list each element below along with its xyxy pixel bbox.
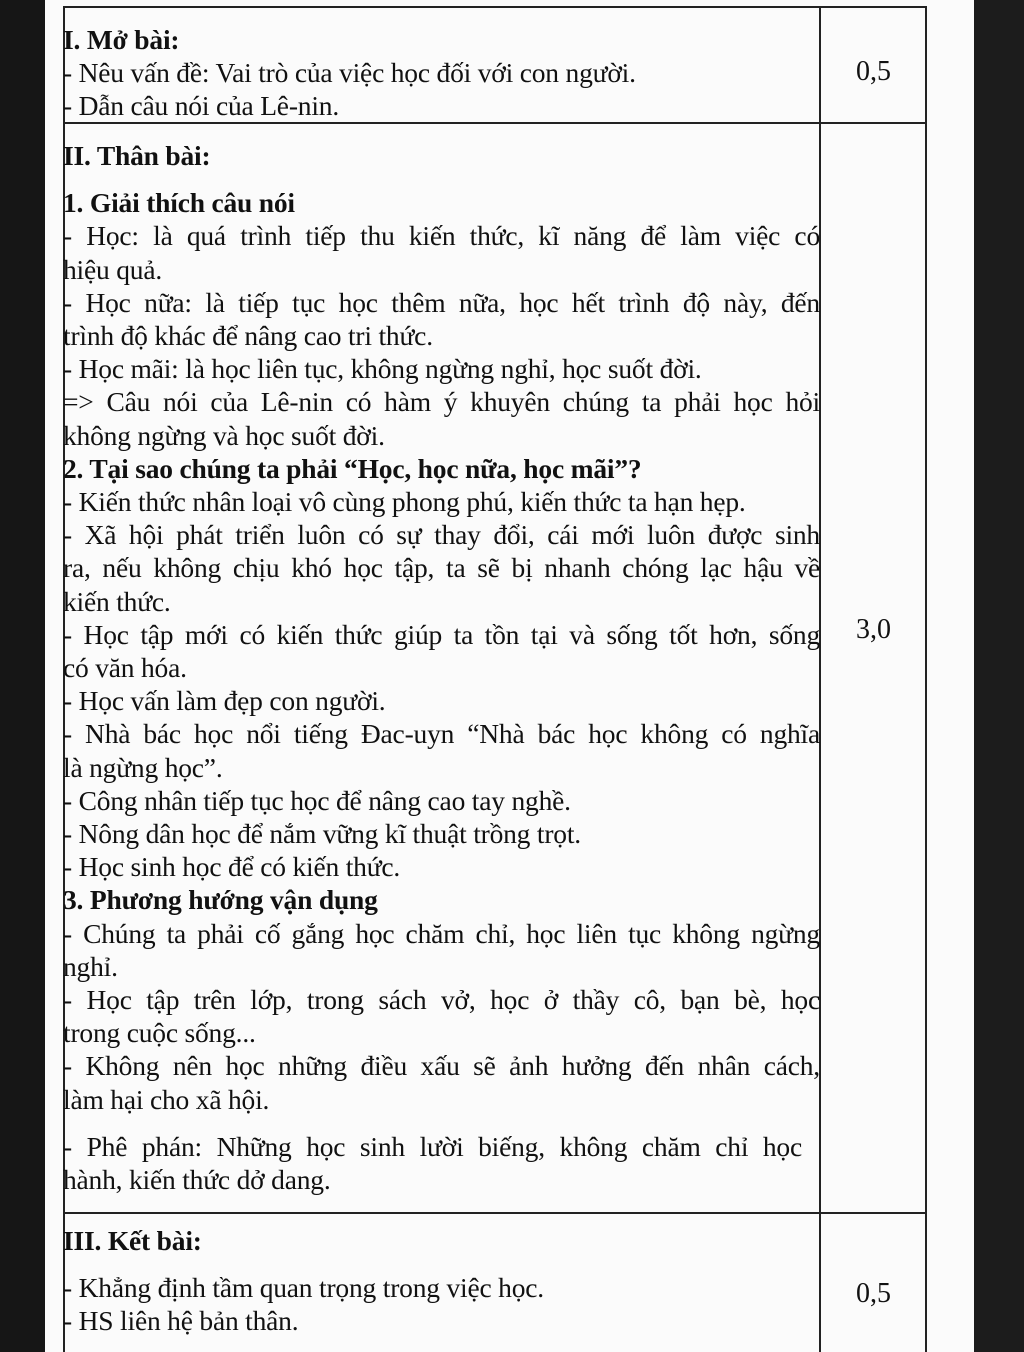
- part1-heading: 1. Giải thích câu nói: [63, 187, 295, 219]
- mo-bai-line: - Nêu vấn đề: Vai trò của việc học đối với con người.: [63, 57, 636, 89]
- part2-line: có văn hóa.: [63, 652, 187, 684]
- than-bai-score: 3,0: [856, 614, 891, 645]
- part2-line: - Học tập mới có kiến thức giúp ta tồn tại và sống tốt hơn, sống: [63, 618, 820, 650]
- part2-heading: 2. Tại sao chúng ta phải “Học, học nữa, học mãi”?: [63, 452, 642, 484]
- part3-line: hành, kiến thức dở dang.: [63, 1164, 331, 1196]
- ket-bai-line: - HS liên hệ bản thân.: [63, 1305, 299, 1337]
- part2-line: - Nông dân học để nắm vững kĩ thuật trồng trọt.: [63, 818, 581, 850]
- part2-line: - Nhà bác học nổi tiếng Đac-uyn “Nhà bác học không có nghĩa: [63, 718, 820, 750]
- than-bai-heading: II. Thân bài:: [63, 140, 211, 171]
- part3-line: - Phê phán: Những học sinh lười biếng, không chăm chỉ học: [63, 1130, 802, 1162]
- part1-line: trình độ khác để nâng cao tri thức.: [63, 320, 433, 352]
- part2-line: - Học vấn làm đẹp con người.: [63, 685, 386, 717]
- right-dark-margin: [974, 0, 1024, 1352]
- part2-line: - Học sinh học để có kiến thức.: [63, 851, 401, 883]
- part3-line: - Chúng ta phải cố gắng học chăm chỉ, học liên tục không ngừng: [63, 917, 820, 949]
- part1-line: - Học: là quá trình tiếp thu kiến thức, kĩ năng để làm việc có: [63, 220, 820, 252]
- part3-line: làm hại cho xã hội.: [63, 1083, 270, 1115]
- part2-line: - Kiến thức nhân loại vô cùng phong phú, kiến thức ta hạn hẹp.: [63, 486, 746, 518]
- part2-line: ra, nếu không chịu khó học tập, ta sẽ bị nhanh chóng lạc hậu về: [63, 552, 820, 584]
- mo-bai-heading: I. Mở bài:: [63, 24, 180, 55]
- ket-bai-score: 0,5: [856, 1278, 891, 1309]
- part3-line: trong cuộc sống...: [63, 1017, 256, 1049]
- mo-bai-line: - Dẫn câu nói của Lê-nin.: [63, 90, 339, 122]
- part2-line: là ngừng học”.: [63, 751, 223, 783]
- part2-line: kiến thức.: [63, 585, 171, 617]
- table-top-border: [63, 6, 927, 8]
- document-page: [45, 0, 974, 1352]
- part1-line: hiệu quả.: [63, 253, 163, 285]
- part3-line: - Không nên học những điều xấu sẽ ảnh hưởng đến nhân cách,: [63, 1050, 820, 1082]
- rubric-table: [63, 6, 927, 1352]
- part1-line: không ngừng và học suốt đời.: [63, 419, 385, 451]
- part2-line: - Xã hội phát triển luôn có sự thay đổi, cái mới luôn được sinh: [63, 519, 820, 551]
- part1-line: - Học nữa: là tiếp tục học thêm nữa, học hết trình độ này, đến: [63, 286, 820, 318]
- mo-bai-score: 0,5: [856, 56, 891, 87]
- part3-line: nghỉ.: [63, 950, 118, 982]
- part3-line: - Học tập trên lớp, trong sách vở, học ở thầy cô, bạn bè, học: [63, 984, 820, 1016]
- ket-bai-line: - Khẳng định tầm quan trọng trong việc học.: [63, 1272, 544, 1304]
- ket-bai-heading: III. Kết bài:: [63, 1225, 202, 1256]
- mo-bai-cell: [63, 23, 820, 123]
- part2-line: - Công nhân tiếp tục học để nâng cao tay nghề.: [63, 784, 571, 816]
- left-dark-margin: [0, 0, 45, 1352]
- part1-line: - Học mãi: là học liên tục, không ngừng nghỉ, học suốt đời.: [63, 353, 702, 385]
- than-bai-cell: [63, 139, 820, 1196]
- part3-heading: 3. Phương hướng vận dụng: [63, 884, 378, 916]
- table-right-border: [925, 6, 927, 1352]
- part1-line: => Câu nói của Lê-nin có hàm ý khuyên chúng ta phải học hỏi: [63, 386, 820, 418]
- ket-bai-cell: [63, 1224, 820, 1338]
- row-divider-2: [63, 1212, 927, 1214]
